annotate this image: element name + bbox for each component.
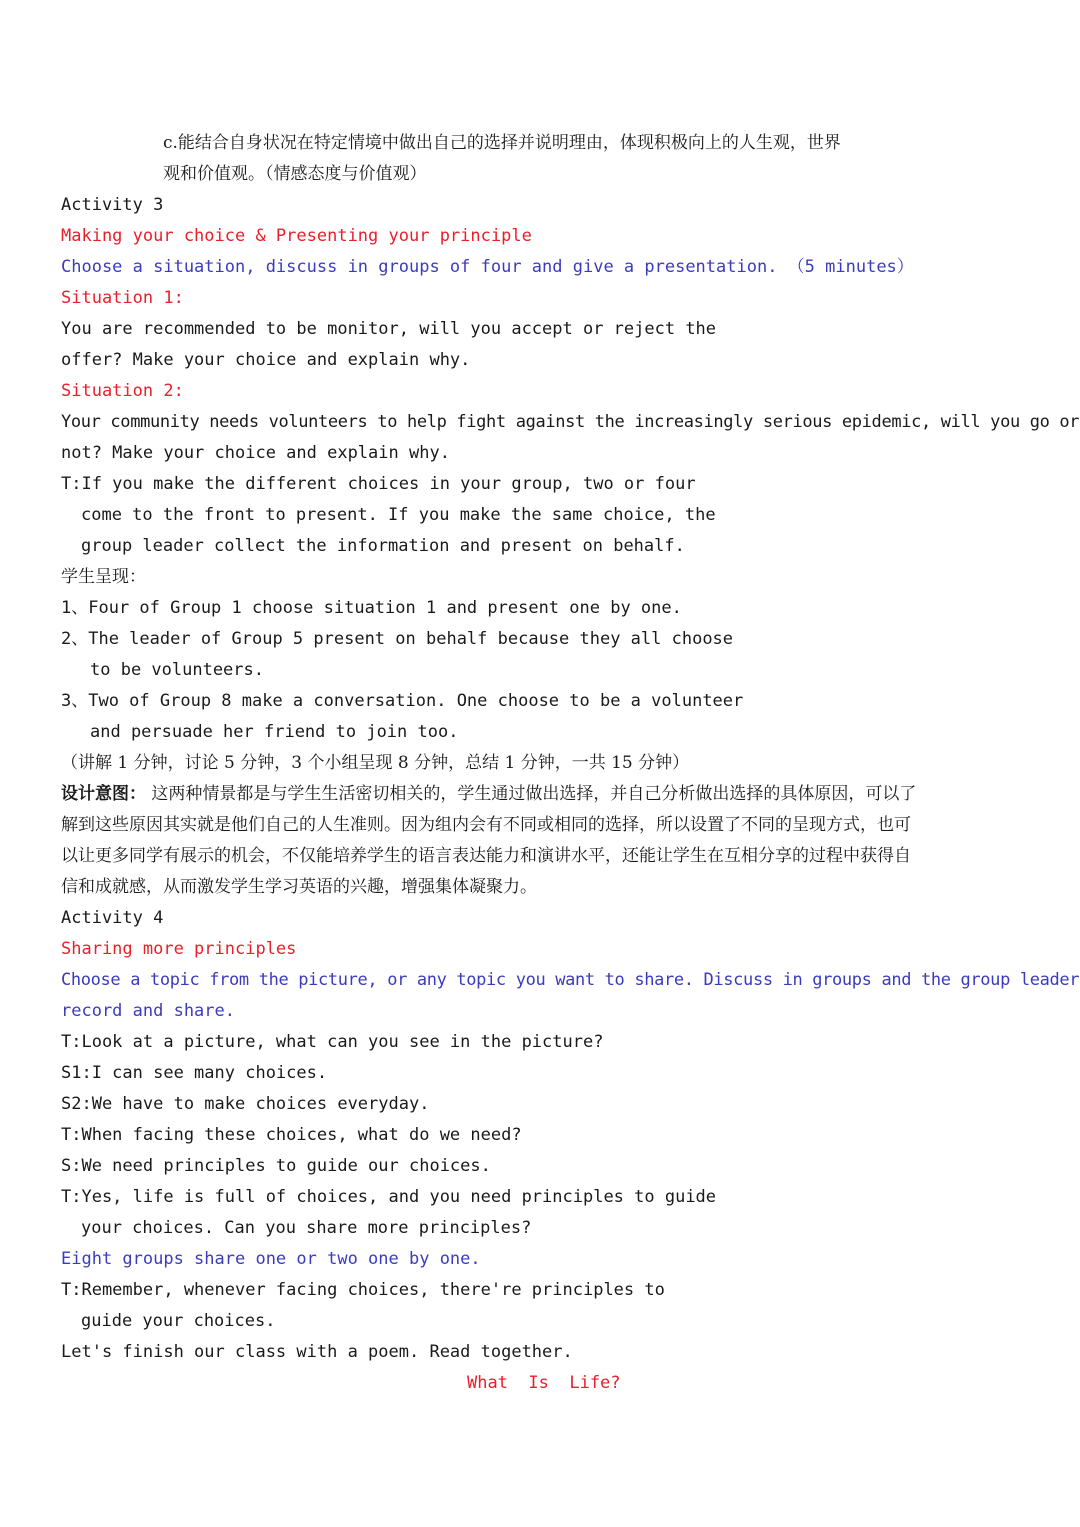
activity4-subtitle: Sharing more principles — [61, 939, 297, 959]
dialogue-line: S:We need principles to guide our choices. — [61, 1156, 491, 1176]
design-intent-label: 设计意图： — [61, 784, 146, 804]
timing-note: （讲解 1 分钟，讨论 5 分钟，3 个小组呈现 8 分钟，总结 1 分钟，一共 15 分钟） — [61, 753, 690, 773]
activity4-instruction-line1: Choose a topic from the picture, or any topic you want to share. Discuss in groups and the group leader — [61, 970, 1080, 990]
objective-c-line1: c.能结合自身状况在特定情境中做出自己的选择并说明理由，体现积极向上的人生观，世界 — [163, 133, 841, 153]
present-item-3-line1: 3、Two of Group 8 make a conversation. One choose to be a volunteer — [61, 691, 744, 711]
remember-line2: guide your choices. — [81, 1311, 276, 1331]
activity3-subtitle: Making your choice & Presenting your principle — [61, 226, 532, 246]
design-intent-line4: 信和成就感，从而激发学生学习英语的兴趣，增强集体凝聚力。 — [61, 877, 537, 897]
poem-title: What Is Life? — [467, 1373, 621, 1393]
dialogue-line: T:When facing these choices, what do we need? — [61, 1125, 522, 1145]
design-intent-line1 — [61, 779, 1021, 810]
dialogue-line: S1:I can see many choices. — [61, 1063, 328, 1083]
activity4-title: Activity 4 — [61, 908, 164, 928]
situation1-label: Situation 1: — [61, 288, 184, 308]
dialogue-line: T:Look at a picture, what can you see in the picture? — [61, 1032, 604, 1052]
objective-c-line2: 观和价值观。（情感态度与价值观） — [163, 164, 427, 184]
design-intent-line3: 以让更多同学有展示的机会，不仅能培养学生的语言表达能力和演讲水平，还能让学生在互相分享的过程中获得自 — [61, 846, 911, 866]
present-item-2-line1: 2、The leader of Group 5 present on behalf because they all choose — [61, 629, 734, 649]
situation2-label: Situation 2: — [61, 381, 184, 401]
remember-line1: T:Remember, whenever facing choices, there're principles to — [61, 1280, 665, 1300]
teacher-yes-line2: your choices. Can you share more principles? — [81, 1218, 532, 1238]
design-intent — [61, 779, 1021, 903]
design-intent-line2: 解到这些原因其实就是他们自己的人生准则。因为组内会有不同或相同的选择，所以设置了不同的呈现方式，也可 — [61, 815, 911, 835]
present-item-1: 1、Four of Group 1 choose situation 1 and present one by one. — [61, 598, 682, 618]
student-present-label: 学生呈现： — [61, 567, 146, 587]
activity3-instruction: Choose a situation, discuss in groups of four and give a presentation. （5 minutes） — [61, 257, 914, 277]
present-item-2-line2: to be volunteers. — [90, 660, 264, 680]
document-page — [61, 128, 1080, 1399]
situation1-line1: You are recommended to be monitor, will you accept or reject the — [61, 319, 717, 339]
finish-line: Let's finish our class with a poem. Read together. — [61, 1342, 573, 1362]
present-item-3-line2: and persuade her friend to join too. — [90, 722, 459, 742]
teacher-yes-line1: T:Yes, life is full of choices, and you need principles to guide — [61, 1187, 717, 1207]
dialogue-line: S2:We have to make choices everyday. — [61, 1094, 430, 1114]
activity3-title: Activity 3 — [61, 195, 164, 215]
situation1-line2: offer? Make your choice and explain why. — [61, 350, 471, 370]
activity4-instruction-line2: record and share. — [61, 1001, 235, 1021]
situation2-line1: Your community needs volunteers to help fight against the increasingly serious epidemic, will you go or — [61, 412, 1080, 432]
teacher-instruction-line2: come to the front to present. If you make the same choice, the — [81, 505, 716, 525]
eight-groups-note: Eight groups share one or two one by one. — [61, 1249, 481, 1269]
situation2-line2: not? Make your choice and explain why. — [61, 443, 450, 463]
design-intent-text1: 这两种情景都是与学生生活密切相关的，学生通过做出选择，并自己分析做出选择的具体原因，可以了 — [146, 784, 917, 804]
teacher-instruction-line3: group leader collect the information and present on behalf. — [81, 536, 685, 556]
teacher-instruction-line1: T:If you make the different choices in your group, two or four — [61, 474, 696, 494]
